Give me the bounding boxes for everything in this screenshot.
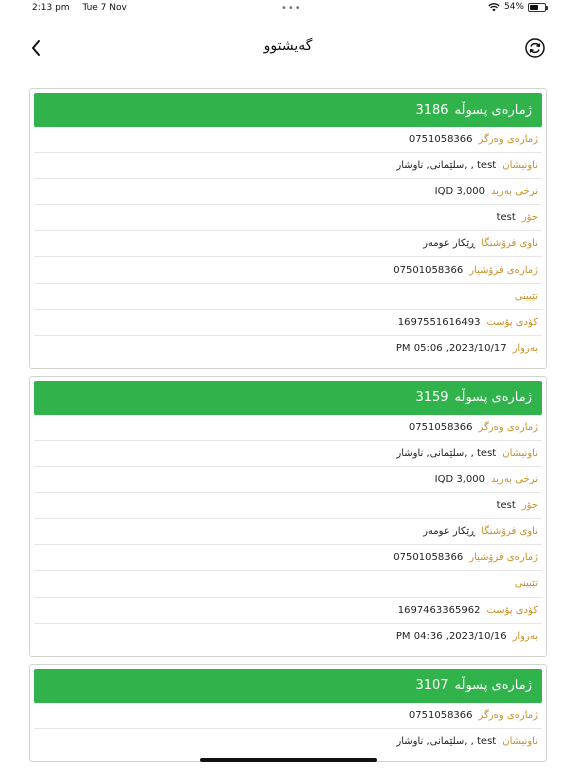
type-value: test xyxy=(496,500,516,512)
battery-fill xyxy=(530,5,538,10)
price-row xyxy=(34,467,542,493)
status-date: Tue 7 Nov xyxy=(82,3,127,13)
shop-name-label: ناوی فرۆشتگا xyxy=(481,526,538,538)
seller-phone-label: ژمارەی فرۆشیار xyxy=(469,264,538,276)
type-label: جۆر xyxy=(521,212,538,224)
post-code-label: کۆدی پۆست xyxy=(486,604,538,616)
price-row xyxy=(34,179,542,205)
seller-phone-row xyxy=(34,257,542,283)
date-label: بەروار xyxy=(512,631,538,643)
type-label: جۆر xyxy=(521,500,538,512)
type-value: test xyxy=(496,212,516,224)
home-indicator[interactable] xyxy=(200,758,377,762)
order-card[interactable] xyxy=(29,88,547,369)
seller-phone-value[interactable]: 07501058366 xyxy=(393,264,464,276)
address-label: ناونیشان xyxy=(502,160,538,172)
receiver-phone-label: ژمارەی وەرگر xyxy=(478,709,538,721)
type-row xyxy=(34,205,542,231)
post-code-value: 1697463365962 xyxy=(397,604,481,616)
date-row xyxy=(34,624,542,650)
status-time: 2:13 pm xyxy=(32,3,70,13)
address-value: test , ,سلێمانی, ناوشار xyxy=(396,447,497,459)
refresh-icon[interactable] xyxy=(524,37,546,59)
note-row xyxy=(34,284,542,310)
address-label: ناونیشان xyxy=(502,736,538,748)
price-label: نرخی بەرید xyxy=(490,474,538,486)
date-value: 2023/10/16, 04:36 PM xyxy=(395,631,507,643)
post-code-label: کۆدی پۆست xyxy=(486,316,538,328)
receiver-phone-label: ژمارەی وەرگر xyxy=(478,421,538,433)
note-row xyxy=(34,571,542,597)
receiver-phone-value[interactable]: 0751058366 xyxy=(408,421,473,433)
page-title: گەیشتوو xyxy=(263,38,313,54)
post-code-row xyxy=(34,598,542,624)
battery-percent: 54% xyxy=(503,2,524,12)
shop-name-value: ڕێکار عومەر xyxy=(423,238,476,250)
orders-list[interactable] xyxy=(29,88,547,768)
seller-phone-row xyxy=(34,545,542,571)
order-card[interactable] xyxy=(29,664,547,762)
order-card-header xyxy=(34,93,542,127)
type-row xyxy=(34,493,542,519)
order-number-label: ژمارەی پسوڵە xyxy=(454,102,532,118)
post-code-value: 1697551616493 xyxy=(397,316,481,328)
status-left xyxy=(32,3,137,13)
price-value: 3,000 IQD xyxy=(434,474,485,486)
date-value: 2023/10/17, 05:06 PM xyxy=(395,343,507,355)
order-number: 3186 xyxy=(415,102,449,118)
note-label: تێبینی xyxy=(514,290,538,302)
status-right xyxy=(488,2,546,12)
order-number: 3159 xyxy=(415,390,449,406)
receiver-phone-row xyxy=(34,703,542,729)
order-card-header xyxy=(34,669,542,703)
date-label: بەروار xyxy=(512,343,538,355)
battery-icon xyxy=(528,3,546,12)
receiver-phone-label: ژمارەی وەرگر xyxy=(478,134,538,146)
date-row xyxy=(34,336,542,362)
seller-phone-value[interactable]: 07501058366 xyxy=(393,552,464,564)
address-row xyxy=(34,729,542,755)
address-label: ناونیشان xyxy=(502,447,538,459)
receiver-phone-value[interactable]: 0751058366 xyxy=(408,134,473,146)
receiver-phone-row xyxy=(34,127,542,153)
order-number-label: ژمارەی پسوڵە xyxy=(454,390,532,406)
order-card[interactable] xyxy=(29,376,547,657)
multitasking-dots-icon[interactable]: ••• xyxy=(281,3,302,14)
address-value: test , ,سلێمانی, ناوشار xyxy=(396,160,497,172)
address-row xyxy=(34,441,542,467)
shop-name-row xyxy=(34,231,542,257)
status-bar xyxy=(0,0,576,16)
address-value: test , ,سلێمانی, ناوشار xyxy=(396,736,497,748)
shop-name-row xyxy=(34,519,542,545)
receiver-phone-row xyxy=(34,415,542,441)
shop-name-label: ناوی فرۆشتگا xyxy=(481,238,538,250)
order-number-label: ژمارەی پسوڵە xyxy=(454,678,532,694)
nav-bar xyxy=(0,30,576,66)
order-number: 3107 xyxy=(415,678,449,694)
order-card-header xyxy=(34,381,542,415)
price-value: 3,000 IQD xyxy=(434,186,485,198)
receiver-phone-value[interactable]: 0751058366 xyxy=(408,709,473,721)
post-code-row xyxy=(34,310,542,336)
seller-phone-label: ژمارەی فرۆشیار xyxy=(469,552,538,564)
address-row xyxy=(34,153,542,179)
price-label: نرخی بەرید xyxy=(490,186,538,198)
shop-name-value: ڕێکار عومەر xyxy=(423,526,476,538)
note-label: تێبینی xyxy=(514,578,538,590)
wifi-icon xyxy=(488,3,500,12)
